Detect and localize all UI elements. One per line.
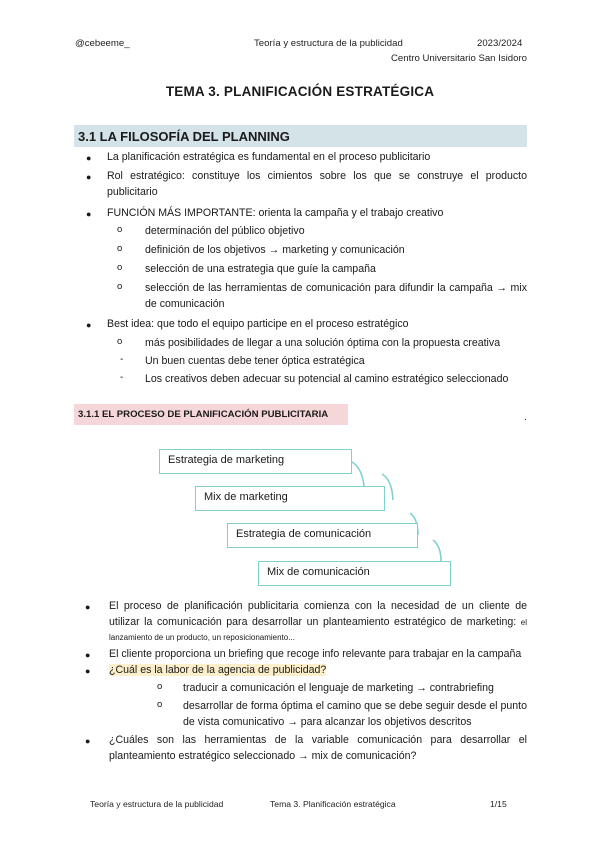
sub-list-item: definición de los objetivos → marketing y comunicación <box>145 244 405 256</box>
dash-icon: - <box>120 372 124 383</box>
list-item <box>109 663 529 679</box>
connector-arrow <box>352 462 364 486</box>
diagram-box-communication-strategy: Estrategia de comunicación <box>227 523 418 548</box>
subsection-heading-text: 3.1.1 EL PROCESO DE PLANIFICACIÓN PUBLICITARIA <box>78 409 329 420</box>
highlighted-question: ¿Cuál es la labor de la agencia de publicidad? <box>109 664 327 676</box>
list-item-text: El proceso de planificación publicitaria comienza con la necesidad de un cliente de utilizar la comunicación para desarrollar un planteamiento estratégico de marketing: <box>109 600 527 628</box>
sub-list-item: selección de una estrategia que guíe la campaña <box>145 263 376 275</box>
header-author: @cebeeme_ <box>75 38 130 49</box>
bullet-icon: ● <box>86 172 92 182</box>
sub-bullet-icon: o <box>117 224 123 235</box>
diagram-box-communication-mix: Mix de comunicación <box>258 561 451 586</box>
sub-bullet-icon: o <box>117 281 123 292</box>
sub-bullet-icon: o <box>117 336 123 347</box>
footer-page-number: 1/15 <box>490 799 507 809</box>
bullet-icon: ● <box>85 736 91 746</box>
header-year: 2023/2024 <box>477 38 523 49</box>
list-item: Rol estratégico: constituye los cimientos sobre los que se construye el producto publicitario <box>107 170 527 198</box>
footer-topic: Tema 3. Planificación estratégica <box>270 799 396 809</box>
section-heading-text: 3.1 LA FILOSOFÍA DEL PLANNING <box>78 129 290 144</box>
sub-list-item: más posibilidades de llegar a una solución óptima con la propuesta creativa <box>145 337 501 349</box>
list-item <box>109 599 527 646</box>
sub-list-item: traducir a comunicación el lenguaje de marketing → contrabriefing <box>183 682 494 694</box>
header-subject: Teoría y estructura de la publicidad <box>254 38 403 49</box>
sub-list-item: desarrollar de forma óptima el camino que se debe seguir desde el punto de vista comunicativo → para alcanzar los objetivos descritos <box>183 700 527 728</box>
page-title: TEMA 3. PLANIFICACIÓN ESTRATÉGICA <box>165 84 435 99</box>
sub-bullet-icon: o <box>117 243 123 254</box>
trailing-mark: . <box>524 412 527 423</box>
footer-subject: Teoría y estructura de la publicidad <box>90 799 224 809</box>
bullet-icon: ● <box>85 650 91 660</box>
list-item: ¿Cuáles son las herramientas de la variable comunicación para desarrollar el planteamiento estratégico seleccionado → mix de comunicación? <box>109 734 527 762</box>
dash-list-item: Los creativos deben adecuar su potencial al camino estratégico seleccionado <box>145 373 509 385</box>
sub-bullet-icon: o <box>157 699 163 710</box>
sub-list-item: selección de las herramientas de comunicación para difundir la campaña → mix de comunicación <box>145 282 527 310</box>
dash-list-item: Un buen cuentas debe tener óptica estratégica <box>145 355 365 367</box>
bullet-icon: ● <box>85 666 91 676</box>
list-item: Best idea: que todo el equipo participe en el proceso estratégico <box>107 318 409 330</box>
bullet-icon: ● <box>86 320 92 330</box>
connector-arrow <box>433 540 441 561</box>
sub-bullet-icon: o <box>117 262 123 273</box>
bullet-icon: ● <box>86 153 92 163</box>
list-item: La planificación estratégica es fundamental en el proceso publicitario <box>107 151 431 163</box>
list-item: FUNCIÓN MÁS IMPORTANTE: orienta la campaña y el trabajo creativo <box>107 207 444 219</box>
bullet-icon: ● <box>86 209 92 219</box>
sub-bullet-icon: o <box>157 681 163 692</box>
list-item: El cliente proporciona un briefing que recoge info relevante para trabajar en la campaña <box>109 648 522 660</box>
diagram-box-marketing-strategy: Estrategia de marketing <box>159 449 352 474</box>
header-institution: Centro Universitario San Isidoro <box>391 53 527 64</box>
list-item-note: el lanzamiento de un producto, un reposicionamiento... <box>109 617 528 642</box>
dash-icon: - <box>120 354 124 365</box>
bullet-icon: ● <box>85 602 91 612</box>
diagram-box-marketing-mix: Mix de marketing <box>195 486 385 511</box>
sub-list-item: determinación del público objetivo <box>145 225 305 237</box>
